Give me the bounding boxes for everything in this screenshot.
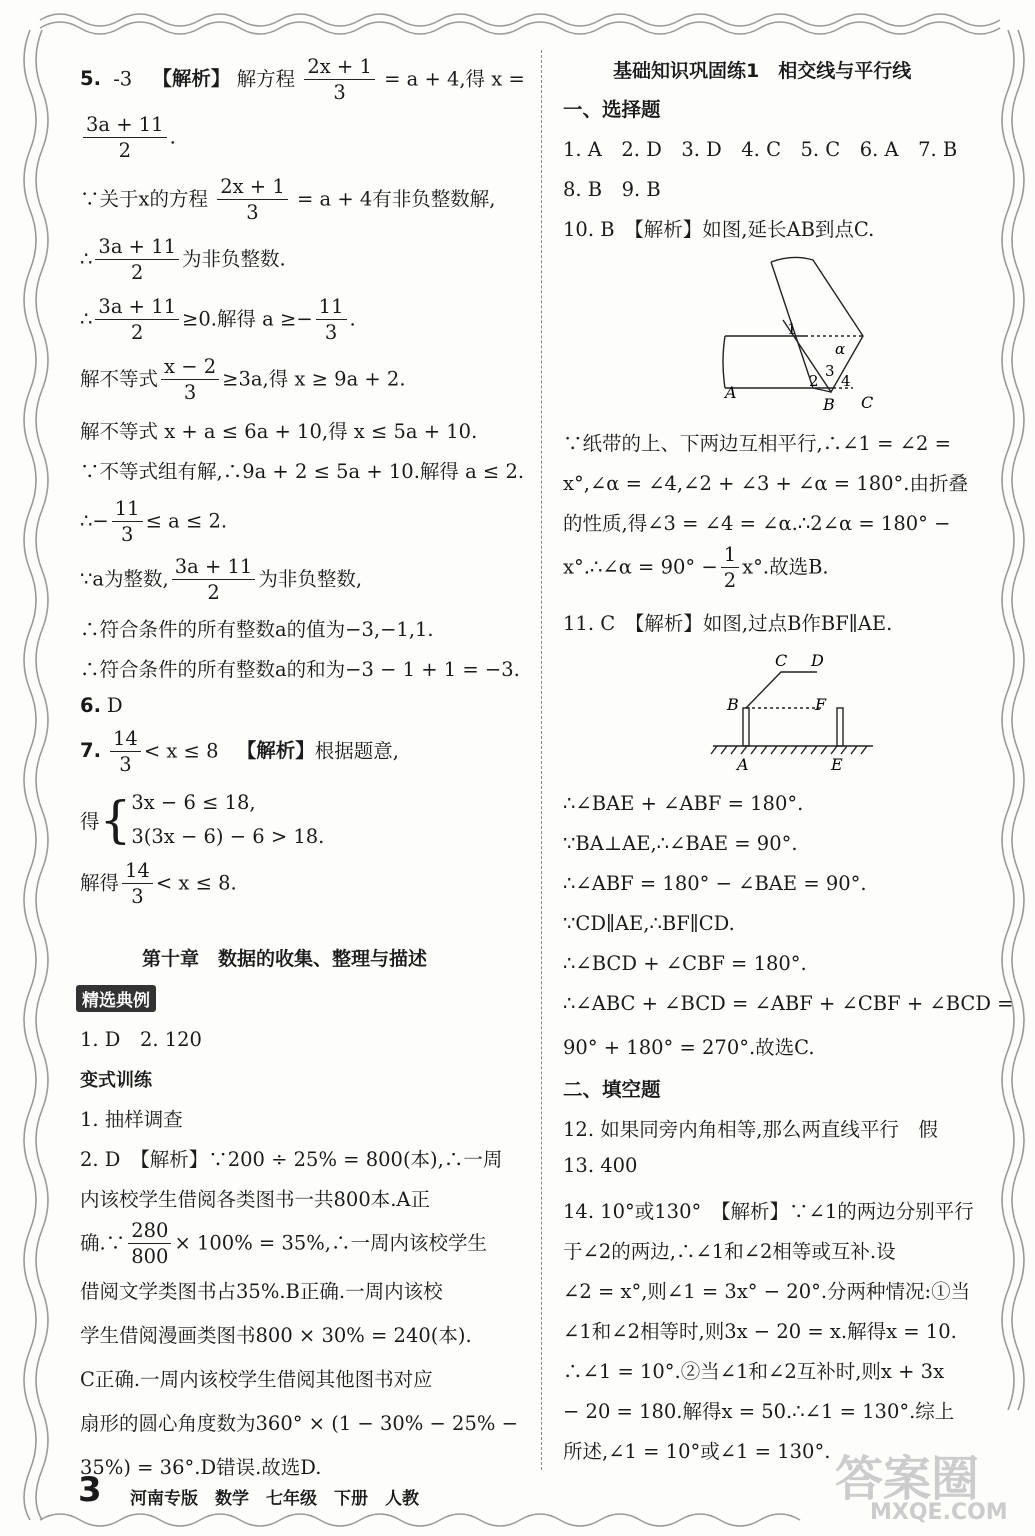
q5-line5: ∴ $\frac{3a + 11}{2}$ ≥0.解得 a ≥− $\frac{11}{3}$ . [80,295,356,345]
section-fill: 二、填空题 [563,1078,661,1101]
q11-explain-3: ∴∠ABF = 180° − ∠BAE = 90°. [563,872,867,895]
q11-explain-6: ∴∠ABC + ∠BCD = ∠ABF + ∠CBF + ∠BCD = [563,992,1014,1015]
q11-line: 11. C 【解析】如图,过点B作BF∥AE. [563,612,893,635]
q5-line7: 解不等式 x + a ≤ 6a + 10,得 x ≤ 5a + 10. [80,420,478,443]
footer-text: 河南专版 数学 七年级 下册 人教 [130,1489,419,1509]
fig1-label-1: 1 [787,320,797,338]
example-answers: 1. D 2. 120 [80,1028,202,1051]
chapter-title: 第十章 数据的收集、整理与描述 [142,948,428,970]
q12-line: 12. 如果同旁内角相等,那么两直线平行 假 [563,1118,938,1141]
section-label: 精选典例 [76,985,156,1012]
fig2-label-B: B [727,695,739,714]
fraction: $\frac{3a + 11}{2}$ [172,556,256,604]
q7-system: 得{3x − 6 ≤ 18, 3(3x − 6) − 6 > 18. [80,791,325,849]
fig2-label-F: F [815,695,827,714]
variant-q2-line5: 学生借阅漫画类图书800 × 30% = 240(本). [80,1324,472,1347]
variant-q2-line7: 扇形的圆心角度数为360° × (1 − 30% − 25% − [80,1412,518,1435]
variant-q2-line3: 确.∵ $\frac{280}{800}$ × 100% = 35%,∴一周内该校学生 [80,1219,487,1269]
fig1-label-C: C [861,393,874,412]
fig1-label-A: A [725,383,737,402]
fig2-label-E: E [831,755,843,774]
variant-q2-line4: 借阅文学类图书占35%.B正确.一周内该校 [80,1280,443,1303]
q5-line10: ∵a为整数, $\frac{3a + 11}{2}$ 为非负整数, [80,555,363,605]
variant-q2-line1: 2. D 【解析】∵200 ÷ 25% = 800(本),∴一周 [80,1148,503,1171]
q5-line4: ∴ $\frac{3a + 11}{2}$ 为非负整数. [80,235,286,285]
q14-line5: ∴∠1 = 10°.②当∠1和∠2互补时,则x + 3x [563,1360,945,1383]
q5-line3: ∵关于x的方程 $\frac{2x + 1}{3}$ = a + 4有非负整数解, [80,175,496,225]
choice-answers-1: 1. A 2. D 3. D 4. C 5. C 6. A 7. B [563,138,958,161]
fraction: $\frac{280}{800}$ [128,1220,171,1268]
variant-heading: 变式训练 [80,1070,152,1091]
q13-line: 13. 400 [563,1154,638,1177]
q10-explain-4: x°.∴∠α = 90° − $\frac{1}{2}$ x°.故选B. [563,543,829,593]
q5-answer: -3 [113,67,133,91]
fig1-label-4: 4 [841,372,851,390]
choice-answers-2: 8. B 9. B [563,178,661,201]
q5-tag: 【解析】 [152,67,231,91]
q10-explain-1: ∵纸带的上、下两边互相平行,∴∠1 = ∠2 = [563,432,951,455]
q11-explain-4: ∵CD∥AE,∴BF∥CD. [563,912,735,935]
q5-line8: ∵不等式组有解,∴9a + 2 ≤ 5a + 10.解得 a ≤ 2. [80,460,525,483]
variant-q2-line8: 35%) = 36°.D错误.故选D. [80,1456,322,1479]
q14-line3: ∠2 = x°,则∠1 = 3x° − 20°.分两种情况:①当 [563,1280,971,1303]
fraction: $\frac{1}{2}$ [721,544,739,592]
q10-line: 10. B 【解析】如图,延长AB到点C. [563,218,875,241]
q5-text: 解方程 [236,67,296,91]
q14-line6: − 20 = 180.解得x = 50.∴∠1 = 130°.综上 [563,1400,955,1423]
page-number: 3 [78,1470,102,1510]
q11-explain-7: 90° + 180° = 270°.故选C. [563,1036,815,1059]
q14-line1: 14. 10°或130° 【解析】∵∠1的两边分别平行 [563,1200,974,1223]
q10-explain-2: x°,∠α = ∠4,∠2 + ∠3 + ∠α = 180°.由折叠 [563,472,969,495]
fig1-label-alpha: α [835,340,846,358]
variant-q2-line6: C正确.一周内该校学生借阅其他图书对应 [80,1368,433,1391]
variant-q2-line2: 内该校学生借阅各类图书一共800本.A正 [80,1188,431,1211]
q6: 6. D [80,694,123,717]
figure-q10 [713,248,893,418]
fraction: $\frac{3a + 11}{2}$ [95,296,179,344]
q5-line9: ∴− $\frac{11}{3}$ ≤ a ≤ 2. [80,497,228,547]
fraction: $\frac{14}{3}$ [122,860,153,908]
fraction: $\frac{3a + 11}{2}$ [83,114,167,162]
watermark-logo: 答案圈 [835,1451,980,1507]
fig2-label-D: D [811,651,824,670]
column-divider [541,50,542,1470]
q5-line1 [80,56,525,104]
q10-explain-3: 的性质,得∠3 = ∠4 = ∠α.∴2∠α = 180° − [563,512,951,535]
fig1-label-3: 3 [825,362,835,380]
q11-explain-5: ∴∠BCD + ∠CBF = 180°. [563,952,807,975]
q5-line11: ∴符合条件的所有整数a的值为−3,−1,1. [80,618,434,641]
fraction: $\frac{11}{3}$ [316,296,347,344]
watermark-url: MXQE.COM [870,1500,1008,1525]
fraction: $\frac{14}{3}$ [110,728,141,776]
q14-line2: 于∠2的两边,∴∠1和∠2相等或互补.设 [563,1240,896,1263]
fig2-label-C: C [775,651,788,670]
fraction: $\frac{11}{3}$ [112,498,143,546]
q11-explain-2: ∵BA⊥AE,∴∠BAE = 90°. [563,832,798,855]
figure-q11 [703,646,883,776]
right-title: 基础知识巩固练1 相交线与平行线 [613,60,912,82]
q7-line1: 7. $\frac{14}{3}$ < x ≤ 8 【解析】根据题意, [80,727,399,777]
fig1-label-2: 2 [809,372,819,390]
q14-line4: ∠1和∠2相等时,则3x − 20 = x.解得x = 10. [563,1320,957,1343]
fig1-label-B: B [823,395,835,414]
q5-line6: 解不等式 $\frac{x - 2}{3}$ ≥3a,得 x ≥ 9a + 2. [80,355,406,405]
q5-line2: $\frac{3a + 11}{2}$ . [80,114,176,162]
section-choice: 一、选择题 [563,98,661,121]
fig2-label-A: A [737,755,749,774]
fraction: $\frac{3a + 11}{2}$ [95,236,179,284]
fraction: $\frac{2x + 1}{3}$ [217,176,288,224]
q11-explain-1: ∴∠BAE + ∠ABF = 180°. [563,792,804,815]
fraction: $\frac{2x + 1}{3}$ [304,56,375,104]
q7-solution: 解得 $\frac{14}{3}$ < x ≤ 8. [80,859,237,909]
fraction: $\frac{x - 2}{3}$ [161,356,219,404]
q5-text: = a + 4,得 x = [384,67,525,91]
q5-number: 5. [80,67,101,91]
q14-line7: 所述,∠1 = 10°或∠1 = 130°. [563,1440,831,1463]
q5-line12: ∴符合条件的所有整数a的和为−3 − 1 + 1 = −3. [80,658,520,681]
variant-q1: 1. 抽样调查 [80,1108,183,1131]
